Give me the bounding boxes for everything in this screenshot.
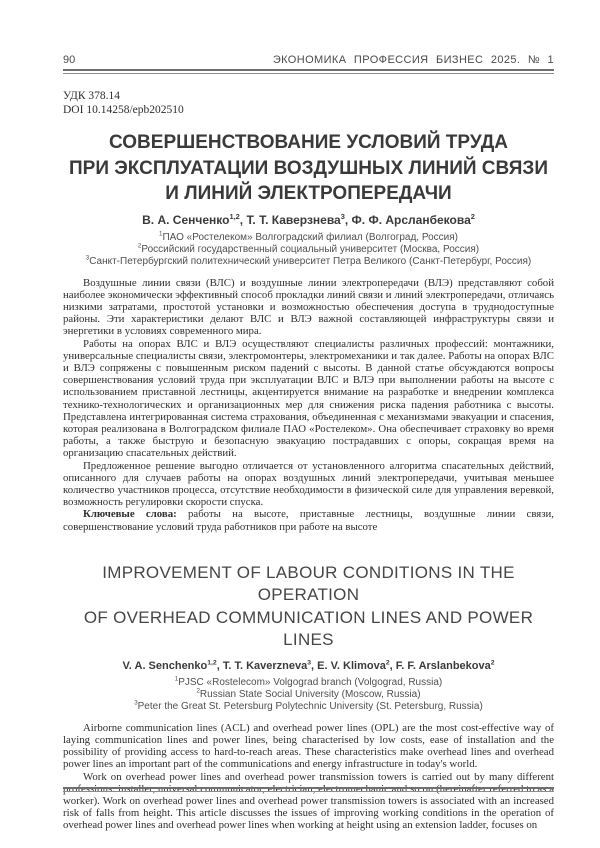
author-name: T. T. Kaverzneva$^3$	[222, 659, 312, 672]
authors-ru: В. А. Сенченко$^{1,2}$, Т. Т. Каверзнева$^3$, Ф. Ф. Арсланбекова$^2$	[142, 211, 475, 227]
affiliation-line: $^1$PJSC «Rostelecom» Volgograd branch (Volgograd, Russia)	[174, 675, 443, 688]
journal-title: ЭКОНОМИКА ПРОФЕССИЯ БИЗНЕС 2025. № 1	[272, 54, 554, 66]
page-number: 90	[63, 54, 76, 66]
author-name: F. F. Arslanbekova$^2$	[395, 659, 495, 672]
affiliation-line: $^2$Russian State Social University (Moscow, Russia)	[196, 687, 421, 700]
author-name: V. A. Senchenko$^{1,2}$	[122, 659, 217, 672]
abstract-paragraph: Предложенное решение выгодно отличается от установленного алгоритма спасательных действий, описанного для случаев работы на опорах воздушных линий электропередачи, учитывая меньшее количество участников процесса, отсутствие необходимости в физической силе для управления веревкой, возможность регулировки скорости спуска.	[63, 459, 554, 509]
article-identifiers	[63, 90, 554, 117]
doi-label: DOI 10.14258/epb202510	[63, 103, 184, 116]
keywords-paragraph: Ключевые слова: работы на высоте, приставные лестницы, воздушные линии связи, совершенствование условий труда работников при работе на высоте	[63, 508, 554, 533]
authors-en: V. A. Senchenko$^{1,2}$, T. T. Kaverzneva$^3$, E. V. Klimova$^2$, F. F. Arslanbekova$^2$	[122, 659, 495, 672]
affiliations-en	[63, 677, 554, 713]
author-name: Т. Т. Каверзнева$^3$	[246, 211, 345, 227]
udc-label: УДК 378.14	[63, 90, 120, 102]
affiliation-line: $^1$ПАО «Ростелеком» Волгоградский филиал (Волгоград, Россия)	[159, 230, 458, 243]
affiliation-line: $^3$Санкт-Петербургский политехнический университет Петра Великого (Санкт-Петербург, Россия)	[85, 254, 532, 267]
abstract-paragraph: Airborne communication lines (ACL) and overhead power lines (OPL) are the most cost-effective way of laying communication lines and power lines, being characterised by low costs, ease of installation and the possibility of providing access to hard-to-reach areas. These characteristics make overhead lines and overhead power lines an important part of the communications and energy infrastructure in today's world.	[63, 721, 554, 771]
abstract-ru	[63, 277, 554, 533]
abstract-paragraph: Work on overhead power lines and overhead power transmission towers is carried out by many different professions: installer, universal communicator, electrician, electromechanic and so on (hereinafter referred to as a worker). Work on overhead power lines and overhead power transmission towers is associated with an increased risk of falls from height. This article discusses the issues of improving working conditions in the operation of overhead power lines and overhead power lines when working at height using an extension ladder, focuses on	[63, 770, 554, 832]
keywords-label: Ключевые слова:	[83, 508, 177, 521]
footer-rule	[63, 787, 554, 792]
affiliation-line: $^3$Peter the Great St. Petersburg Polytechnic University (St. Petersburg, Russia)	[134, 699, 483, 712]
page-header	[63, 54, 554, 66]
abstract-paragraph: Работы на опорах ВЛС и ВЛЭ осуществляют специалисты различных профессий: монтажники, универсальные специалисты связи, электромонтеры, электромеханики и так далее. Работы на опорах ВЛС и ВЛЭ сопряжены с повышенным риском падений с высоты. В данной статье обсуждаются вопросы совершенствования условий труда при эксплуатации ВЛС и ВЛЭ при выполнении работы на высоте с использованием приставной лестницы, акцентируется внимание на разработке и внедрении комплекса технико-технологических и организационных мер для снижения риска падения работника с высоты. Представлена интегрированная система страхования, объединенная с механизмами эвакуации и спасения, которая реализована в Волгоградском филиале ПАО «Ростелеком». Она обеспечивает страховку во время работы, а также быструю и безопасную эвакуацию пострадавших с опоры, сокращая время на организацию спасательных действий.	[63, 337, 554, 460]
abstract-en	[63, 722, 554, 832]
article-title-en: IMPROVEMENT OF LABOUR CONDITIONS IN THE OPERATION OF OVERHEAD COMMUNICATION LINES AND POWER LINES	[83, 562, 534, 650]
article-title-ru: СОВЕРШЕНСТВОВАНИЕ УСЛОВИЙ ТРУДА ПРИ ЭКСПЛУАТАЦИИ ВОЗДУШНЫХ ЛИНИЙ СВЯЗИ И ЛИНИЙ ЭЛЕКТРОПЕРЕДАЧИ	[69, 132, 548, 204]
author-name: Ф. Ф. Арсланбекова$^2$	[351, 211, 475, 227]
header-rule	[63, 69, 554, 74]
abstract-paragraph: Воздушные линии связи (ВЛС) и воздушные линии электропередачи (ВЛЭ) представляют собой наиболее экономически эффективный способ прокладки линий связи и линий электропередачи, отличаясь низкими затратами, простотой установки и возможностью обеспечения доступа в труднодоступные районы. Эти характеристики делают ВЛС и ВЛЭ важной составляющей инфраструктуры связи и энергетики в условиях современного мира.	[63, 276, 554, 338]
affiliations-ru	[63, 232, 554, 268]
author-name: В. А. Сенченко$^{1,2}$	[142, 211, 240, 227]
affiliation-line: $^2$Российский государственный социальный университет (Москва, Россия)	[137, 242, 480, 255]
author-name: E. V. Klimova$^2$	[317, 659, 390, 672]
